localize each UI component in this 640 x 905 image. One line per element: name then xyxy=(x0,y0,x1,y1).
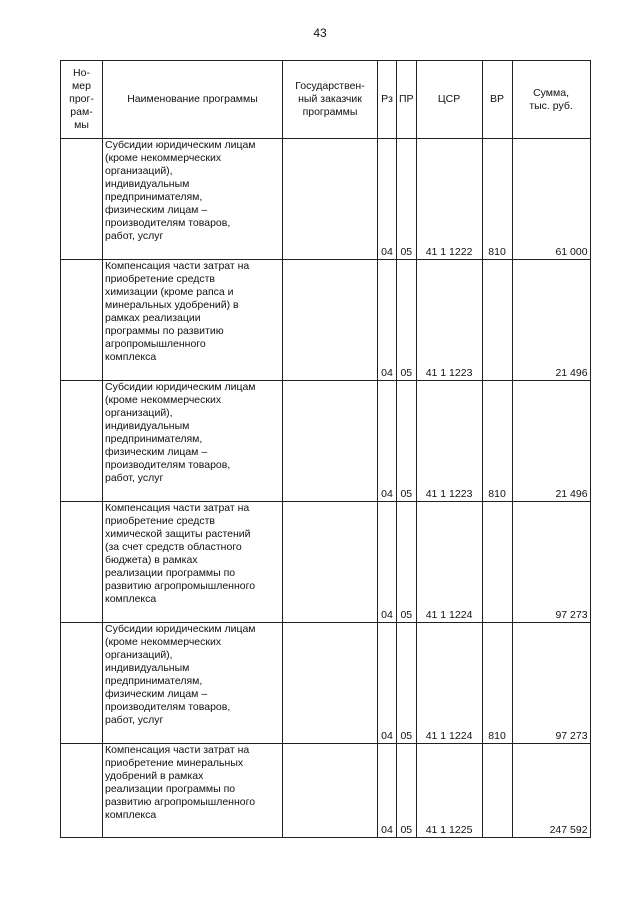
name-line: (кроме некоммерческих xyxy=(105,152,222,164)
name-line: работ, услуг xyxy=(105,472,164,484)
table-row xyxy=(61,623,591,744)
name-line: комплекса xyxy=(105,351,157,363)
name-line: программы по развитию xyxy=(105,325,224,337)
name-line: индивидуальным xyxy=(105,662,190,674)
name-line: комплекса xyxy=(105,809,157,821)
name-line: (кроме некоммерческих xyxy=(105,636,222,648)
header-line: рам- xyxy=(70,106,93,118)
header-line: Государствен- xyxy=(295,80,365,92)
name-line: предпринимателям, xyxy=(105,433,203,445)
header-line: ный заказчик xyxy=(298,93,362,105)
pr-cell: 05 xyxy=(397,381,417,502)
name-line: приобретение средств xyxy=(105,273,215,285)
program-name-cell xyxy=(103,744,283,838)
sum-cell: 97 273 xyxy=(512,502,590,623)
customer-cell xyxy=(283,381,378,502)
name-line: приобретение средств xyxy=(105,515,215,527)
header-customer xyxy=(283,61,378,139)
header-vr: ВР xyxy=(482,61,512,139)
header-line: тыс. руб. xyxy=(529,99,573,112)
name-line: агропромышленного xyxy=(105,338,206,350)
header-program-name: Наименование программы xyxy=(103,61,283,139)
name-line: производителям товаров, xyxy=(105,459,231,471)
csr-cell: 41 1 1225 xyxy=(416,744,482,838)
pr-cell: 05 xyxy=(397,502,417,623)
table-row xyxy=(61,502,591,623)
name-line: химизации (кроме рапса и xyxy=(105,286,234,298)
vr-cell xyxy=(482,502,512,623)
program-name-cell xyxy=(103,381,283,502)
pr-cell: 05 xyxy=(397,260,417,381)
sum-cell: 247 592 xyxy=(512,744,590,838)
customer-cell xyxy=(283,502,378,623)
name-line: предпринимателям, xyxy=(105,675,203,687)
program-number-cell xyxy=(61,139,103,260)
name-line: производителям товаров, xyxy=(105,217,231,229)
name-line: (кроме некоммерческих xyxy=(105,394,222,406)
name-line: удобрений в рамках xyxy=(105,770,204,782)
page-number: 43 xyxy=(313,26,327,40)
vr-cell xyxy=(482,744,512,838)
name-line: минеральных удобрений) в xyxy=(105,299,239,311)
program-name-cell xyxy=(103,502,283,623)
sum-cell: 21 496 xyxy=(512,381,590,502)
program-number-cell xyxy=(61,502,103,623)
name-line: Субсидии юридическим лицам xyxy=(105,623,256,635)
name-line: Субсидии юридическим лицам xyxy=(105,139,256,151)
name-line: физическим лицам – xyxy=(105,446,208,458)
name-line: Субсидии юридическим лицам xyxy=(105,381,256,393)
program-number-cell xyxy=(61,381,103,502)
name-line: работ, услуг xyxy=(105,714,164,726)
program-number-cell xyxy=(61,744,103,838)
customer-cell xyxy=(283,623,378,744)
sum-cell: 61 000 xyxy=(512,139,590,260)
sum-cell: 97 273 xyxy=(512,623,590,744)
name-line: индивидуальным xyxy=(105,420,190,432)
header-row xyxy=(61,61,591,139)
name-line: индивидуальным xyxy=(105,178,190,190)
header-line: Сумма, xyxy=(533,86,570,99)
rz-cell: 04 xyxy=(378,260,397,381)
header-line: прог- xyxy=(69,93,94,105)
program-name-cell xyxy=(103,623,283,744)
name-line: развитию агропромышленного xyxy=(105,580,256,592)
csr-cell: 41 1 1222 xyxy=(416,139,482,260)
rz-cell: 04 xyxy=(378,744,397,838)
rz-cell: 04 xyxy=(378,623,397,744)
vr-cell: 810 xyxy=(482,139,512,260)
header-sum xyxy=(512,61,590,139)
name-line: физическим лицам – xyxy=(105,688,208,700)
name-line: (за счет средств областного xyxy=(105,541,242,553)
header-csr: ЦСР xyxy=(416,61,482,139)
table-row xyxy=(61,381,591,502)
table-row xyxy=(61,260,591,381)
csr-cell: 41 1 1223 xyxy=(416,381,482,502)
header-program-number-lines xyxy=(63,67,100,132)
pr-cell: 05 xyxy=(397,139,417,260)
sum-cell: 21 496 xyxy=(512,260,590,381)
name-line: Компенсация части затрат на xyxy=(105,502,250,514)
program-name-cell xyxy=(103,260,283,381)
header-line: мы xyxy=(74,119,89,131)
header-line: программы xyxy=(302,106,358,118)
pr-cell: 05 xyxy=(397,744,417,838)
program-name-cell xyxy=(103,139,283,260)
name-line: Компенсация части затрат на xyxy=(105,744,250,756)
name-line: реализации программы по xyxy=(105,783,236,795)
name-line: Компенсация части затрат на xyxy=(105,260,250,272)
program-number-cell xyxy=(61,623,103,744)
header-program-number xyxy=(61,61,103,139)
vr-cell xyxy=(482,260,512,381)
pr-cell: 05 xyxy=(397,623,417,744)
header-line: мер xyxy=(72,80,91,92)
budget-table xyxy=(60,60,591,838)
name-line: организаций), xyxy=(105,165,173,177)
name-line: реализации программы по xyxy=(105,567,236,579)
header-pr: ПР xyxy=(397,61,417,139)
name-line: бюджета) в рамках xyxy=(105,554,198,566)
vr-cell: 810 xyxy=(482,381,512,502)
name-line: химической защиты растений xyxy=(105,528,251,540)
csr-cell: 41 1 1224 xyxy=(416,502,482,623)
name-line: работ, услуг xyxy=(105,230,164,242)
name-line: приобретение минеральных xyxy=(105,757,244,769)
vr-cell: 810 xyxy=(482,623,512,744)
rz-cell: 04 xyxy=(378,139,397,260)
header-rz: Рз xyxy=(378,61,397,139)
name-line: комплекса xyxy=(105,593,157,605)
name-line: рамках реализации xyxy=(105,312,201,324)
name-line: организаций), xyxy=(105,649,173,661)
name-line: производителям товаров, xyxy=(105,701,231,713)
name-line: организаций), xyxy=(105,407,173,419)
customer-cell xyxy=(283,260,378,381)
name-line: предпринимателям, xyxy=(105,191,203,203)
table-row xyxy=(61,744,591,838)
header-line: Но- xyxy=(73,67,90,79)
customer-cell xyxy=(283,139,378,260)
rz-cell: 04 xyxy=(378,502,397,623)
csr-cell: 41 1 1223 xyxy=(416,260,482,381)
table-row xyxy=(61,139,591,260)
rz-cell: 04 xyxy=(378,381,397,502)
name-line: развитию агропромышленного xyxy=(105,796,256,808)
customer-cell xyxy=(283,744,378,838)
program-number-cell xyxy=(61,260,103,381)
name-line: физическим лицам – xyxy=(105,204,208,216)
csr-cell: 41 1 1224 xyxy=(416,623,482,744)
